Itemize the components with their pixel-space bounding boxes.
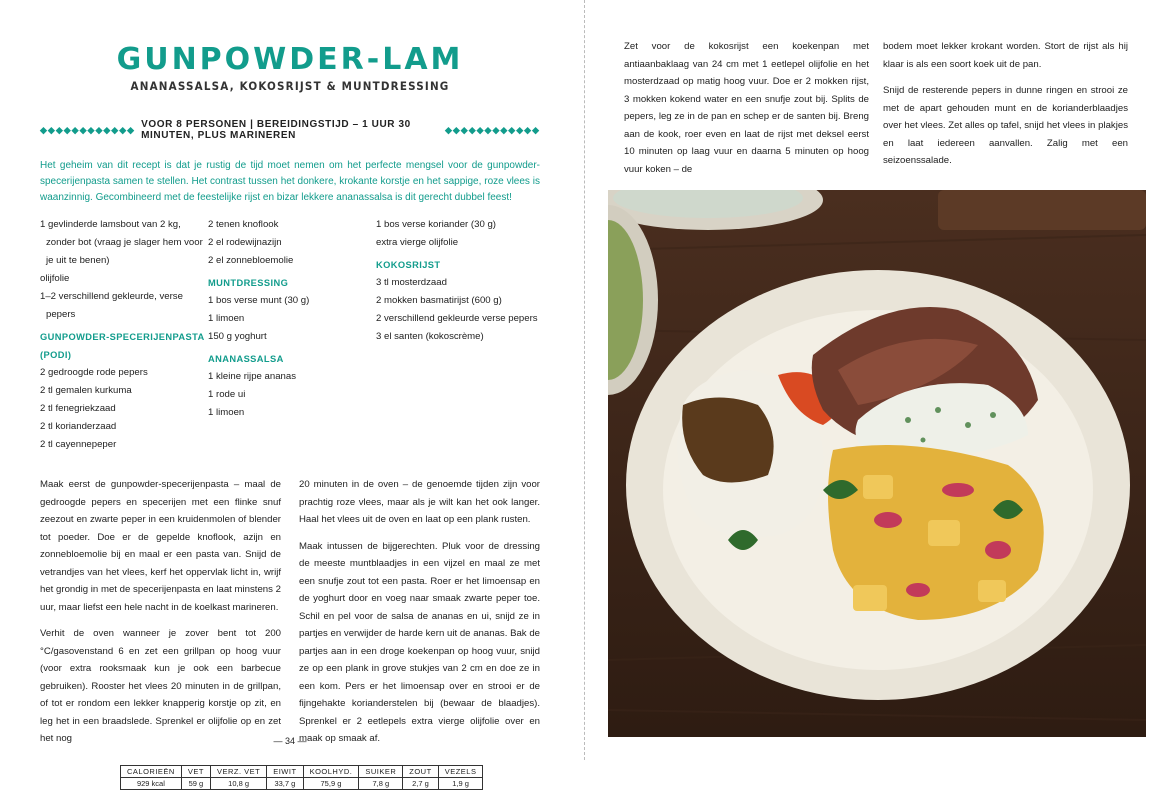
nutrition-header: VERZ. VET [210,765,266,777]
nutrition-table [120,765,483,790]
ingredient: 2 tl korianderzaad [40,421,117,432]
method-paragraph: Maak eerst de gunpowder-specerijenpasta – maal de gedroogde pepers en specerijen met een flinke snuf zeezout en zwarte peper in een kruidenmolen of blender tot poeder. Doe er de gepelde knoflook, azijn en zonnebloemolie bij en maal er een pasta van. Snijd de vetrandjes van het vlees, kerf het oppervlak licht in, wrijf het grondig in met de specerijenpasta en laat minstens 2 uur, maar liefst een hele nacht in de koelkast marineren. [40,479,281,613]
method-right [624,38,1129,187]
salsa-heading: ANANASSALSA [208,354,284,364]
ingredients-column-2 [208,216,376,454]
ingredient: 1 rode ui [208,389,246,400]
method-column-4 [883,38,1128,187]
method-paragraph: Maak intussen de bijgerechten. Pluk voor de dressing de meeste muntblaadjes in een vijzel en maal ze met een snufje zout tot een pasta. Roer er het limoensap en de yoghurt door en voeg naar smaak zwarte peper toe. Schil en pel voor de salsa de ananas en ui, snijd ze in partjes en verwijder de harde kern uit de ananas. Bak de partjes aan in een droge koekenpan op hoog vuur, snijd ze op een plank in grove stukjes van 2 cm en doe ze in een kom. Pers er het limoensap over en strooi er de fijngehakte korianderstelen bij (bewaar de blaadjes). Sprenkel er 2 eetlepels extra vierge olijfolie over en maak op smaak af. [299,540,540,744]
ingredient: extra vierge olijfolie [376,237,459,248]
nutrition-value: 75,9 g [303,777,359,789]
right-page [624,38,1129,187]
ingredients-list [40,216,540,454]
dressing-heading: MUNTDRESSING [208,278,289,288]
nutrition-value: 1,9 g [438,777,483,789]
nutrition-header: VET [181,765,210,777]
paste-heading: GUNPOWDER-SPECERIJENPASTA (PODI) [40,332,205,360]
ingredient: 2 el zonnebloemolie [208,255,294,266]
ingredient: 150 g yoghurt [208,331,267,342]
nutrition-header: SUIKER [359,765,403,777]
ingredient: 1 limoen [208,313,245,324]
ingredient: 2 tl cayennepeper [40,439,117,450]
decorative-dots: ◆◆◆◆◆◆◆◆◆◆◆◆ [444,124,540,135]
ingredient: 2 el rodewijnazijn [208,237,282,248]
ingredient: 1–2 verschillend gekleurde, verse pepers [40,291,183,320]
ingredient: 2 verschillend gekleurde verse pepers [376,313,538,324]
method-left [40,476,540,757]
ingredient: olijfolie [40,273,70,284]
method-paragraph: bodem moet lekker krokant worden. Stort de rijst als hij klaar is als een soort koek uit de pan. [883,41,1128,70]
ingredient: 1 gevlinderde lamsbout van 2 kg, zonder bot (vraag je slager hem voor je uit te benen) [40,219,203,266]
ingredient: 1 bos verse koriander (30 g) [376,219,496,230]
nutrition-value: 33,7 g [267,777,303,789]
ingredient: 1 limoen [208,407,245,418]
method-column-2 [299,476,540,757]
method-paragraph: Snijd de resterende pepers in dunne ringen en strooi ze met de apart gehouden munt en de korianderblaadjes over het vlees. Zet alles op tafel, snijd het vlees in plakjes en laat iedereen aanvallen. Zalig met een seizoenssalade. [883,85,1128,166]
ingredient: 3 el santen (kokoscrème) [376,331,484,342]
method-paragraph: 20 minuten in de oven – de genoemde tijden zijn voor prachtig roze vlees, maar als je wilt kan het ook langer. Haal het vlees uit de oven en laat op een plank rusten. [299,479,540,525]
nutrition-value: 2,7 g [403,777,438,789]
recipe-intro: Het geheim van dit recept is dat je rustig de tijd moet nemen om het perfecte mengsel voor de gunpowder-specerijenpasta samen te stellen. Het contrast tussen het donkere, krokante korstje en het sappige, roze vlees is waanzinnig. Gecombineerd met de feestelijke rijst en bizar lekkere ananassalsa is dit gerecht dubbel feest! [40,160,540,203]
ingredient: 2 gedroogde rode pepers [40,367,148,378]
page-number: — 34 — [273,736,307,746]
nutrition-value: 7,8 g [359,777,403,789]
nutrition-value-row [121,777,483,789]
ingredient: 2 tl fenegriekzaad [40,403,116,414]
food-photo [608,190,1146,737]
recipe-subtitle: ANANASSALSA, KOKOSRIJST & MUNTDRESSING [130,79,450,93]
nutrition-header: ZOUT [403,765,438,777]
decorative-dots: ◆◆◆◆◆◆◆◆◆◆◆◆ [40,124,136,135]
ingredient: 2 tl gemalen kurkuma [40,385,132,396]
nutrition-header: KOOLHYD. [303,765,359,777]
ingredient: 1 bos verse munt (30 g) [208,295,310,306]
nutrition-header-row [121,765,483,777]
method-column-3 [624,38,869,187]
ingredient: 2 mokken basmatirijst (600 g) [376,295,502,306]
rice-heading: KOKOSRIJST [376,260,441,270]
ingredient: 1 kleine rijpe ananas [208,371,297,382]
method-paragraph: Verhit de oven wanneer je zover bent tot 200 °C/gasovenstand 6 en zet een grillpan op hoog vuur (voor extra rooksmaak kun je ook een barbecue gebruiken). Rooster het vlees 20 minuten in de grillpan, of tot er rondom een lekker knapperig korstje op zit, en leg het in een braadslede. Sprenkel er olijfolie op en zet het nog [40,628,281,744]
recipe-meta [40,119,540,141]
recipe-title: GUNPOWDER-LAM [116,42,464,77]
nutrition-header: CALORIEËN [121,765,182,777]
ingredient: 2 tenen knoflook [208,219,279,230]
nutrition-value: 929 kcal [121,777,182,789]
ingredient: 3 tl mosterdzaad [376,277,447,288]
method-paragraph: Zet voor de kokosrijst een koekenpan met antiaanbaklaag van 24 cm met 1 eetlepel olijfolie en het mosterdzaad op matig hoog vuur. Doe er 2 mokken rijst, 3 mokken kokend water en een snufje zout bij. Splits de pepers, leg ze in de pan en schep er de santen bij. Breng aan de kook, roer even en laat de rijst met deksel eerst 10 minuten op laag vuur en daarna 5 minuten op hoog vuur koken – de [624,41,869,175]
page-gutter [584,0,585,760]
nutrition-header: VEZELS [438,765,483,777]
food-photo-illustration [608,190,1146,737]
ingredients-column-1 [40,216,208,454]
servings-time: VOOR 8 PERSONEN | BEREIDINGSTIJD – 1 UUR 30 MINUTEN, PLUS MARINEREN [141,119,411,141]
nutrition-value: 59 g [181,777,210,789]
nutrition-value: 10,8 g [210,777,266,789]
nutrition-header: EIWIT [267,765,303,777]
left-page [40,30,540,790]
ingredients-column-3 [376,216,540,454]
method-column-1 [40,476,281,757]
